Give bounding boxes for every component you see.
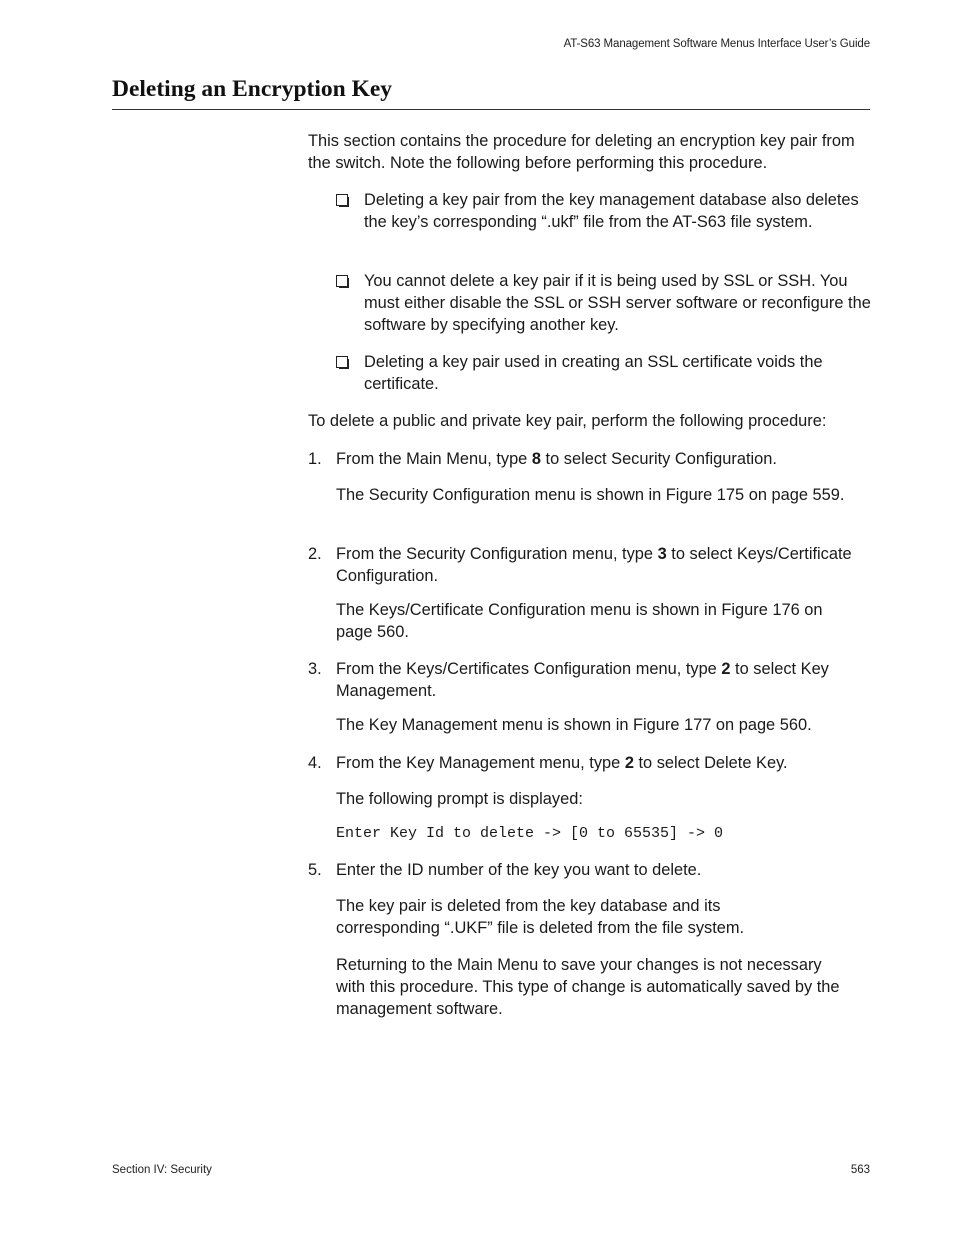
step-note: Returning to the Main Menu to save your changes is not necessary with this procedure. This type of change is automatically saved by the management software. (336, 956, 840, 1018)
section-title: Deleting an Encryption Key (112, 76, 393, 102)
list-item (336, 270, 874, 336)
step-note: The Security Configuration menu is shown in Figure 175 on page 559. (336, 486, 845, 504)
step-text: From the Keys/Certificates Configuration menu, type 2 to select Key Management. (336, 660, 829, 700)
running-header: AT-S63 Management Software Menus Interface User’s Guide (563, 38, 870, 50)
step-number: 4. (308, 754, 322, 772)
step-note: The following prompt is displayed: (336, 790, 583, 808)
bullet-text: You cannot delete a key pair if it is being used by SSL or SSH. You must either disable the SSL or SSH server software or reconfigure the software by specifying another key. (364, 272, 871, 334)
step-text: From the Key Management menu, type 2 to select Delete Key. (336, 754, 788, 772)
list-item (336, 351, 874, 395)
key-value: 2 (721, 660, 731, 678)
step-number: 3. (308, 660, 322, 678)
intro-paragraph: This section contains the procedure for deleting an encryption key pair from the switch. Note the following before performing this procedure. (308, 132, 855, 172)
prompt-code: Enter Key Id to delete -> [0 to 65535] -> 0 (336, 825, 724, 842)
bullet-text: Deleting a key pair used in creating an SSL certificate voids the certificate. (364, 353, 823, 393)
step-note: The Keys/Certificate Configuration menu is shown in Figure 176 on page 560. (336, 601, 823, 641)
step-number: 5. (308, 861, 322, 879)
bullet-text: Deleting a key pair from the key management database also deletes the key’s corresponding “.ukf” file from the AT-S63 file system. (364, 191, 859, 231)
checkbox-bullet-icon (336, 275, 348, 287)
key-value: 2 (624, 754, 634, 772)
step-number: 2. (308, 545, 322, 563)
procedure-intro: To delete a public and private key pair, perform the following procedure: (308, 412, 827, 430)
key-value: 3 (657, 545, 667, 563)
step-text: From the Main Menu, type 8 to select Security Configuration. (336, 450, 777, 468)
step-note: The key pair is deleted from the key database and its corresponding “.UKF” file is deleted from the file system. (336, 897, 745, 937)
checkbox-bullet-icon (336, 194, 348, 206)
title-rule (112, 109, 870, 110)
step-text: From the Security Configuration menu, type 3 to select Keys/Certificate Configuration. (336, 545, 852, 585)
list-item (336, 189, 874, 255)
checkbox-bullet-icon (336, 356, 348, 368)
step-text: Enter the ID number of the key you want to delete. (336, 861, 702, 879)
footer-section: Section IV: Security (112, 1164, 212, 1176)
step-number: 1. (308, 450, 322, 468)
page-number: 563 (850, 1164, 870, 1176)
key-value: 8 (531, 450, 541, 468)
step-note: The Key Management menu is shown in Figure 177 on page 560. (336, 716, 812, 734)
